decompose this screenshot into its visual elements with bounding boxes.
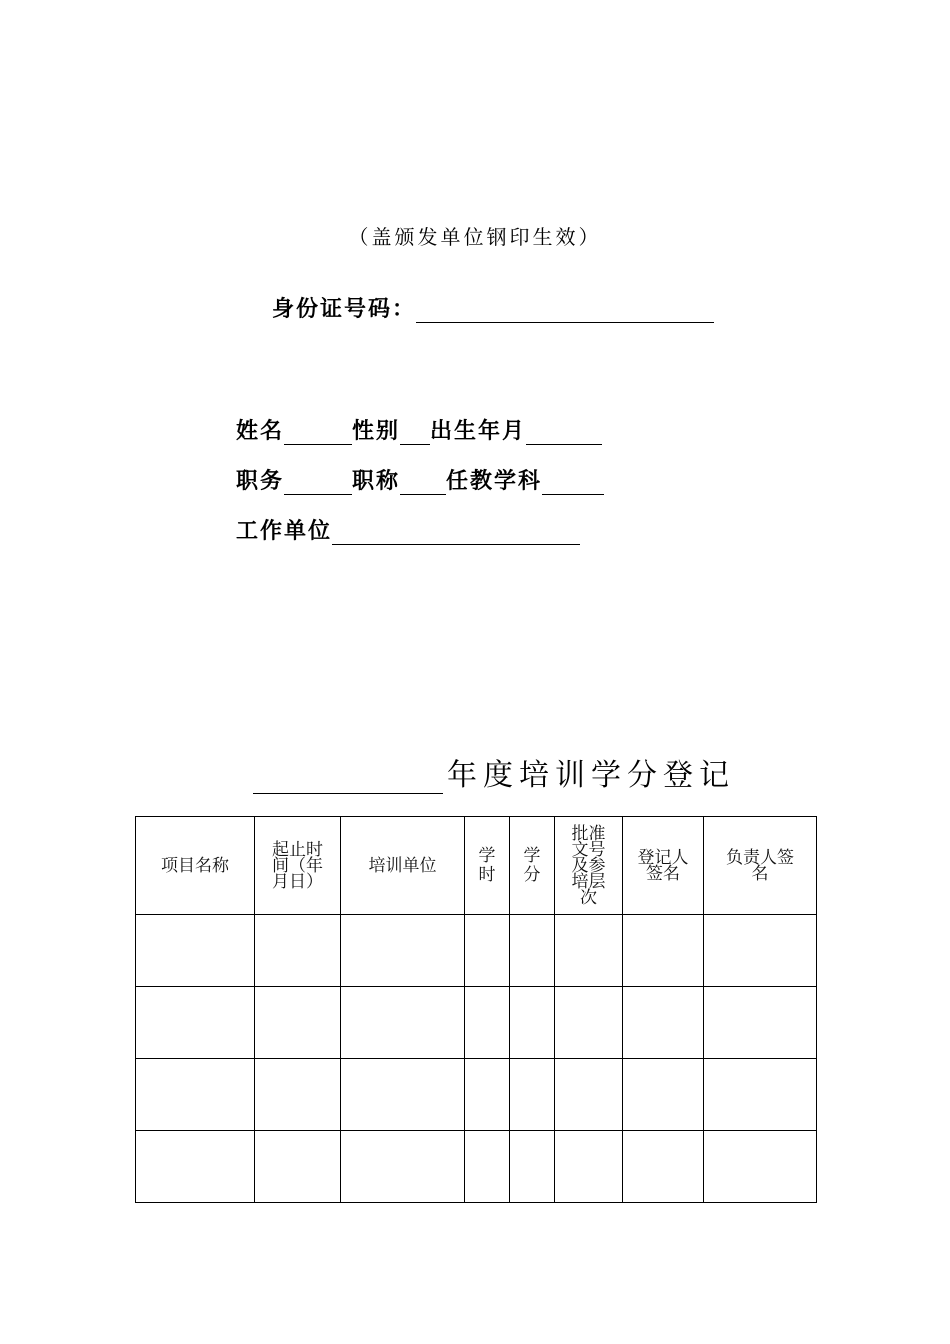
position-field[interactable] xyxy=(284,468,352,495)
birth-label: 出生年月 xyxy=(430,418,527,444)
cell-supervisor[interactable] xyxy=(704,915,817,987)
cell-supervisor[interactable] xyxy=(704,1131,817,1203)
cell-supervisor[interactable] xyxy=(704,987,817,1059)
col-period: 起止时间（年月日） xyxy=(255,817,341,915)
cell-registrar[interactable] xyxy=(623,1131,704,1203)
position-label: 职务 xyxy=(236,468,285,494)
col-registrar: 登记人签名 xyxy=(623,817,704,915)
id-number-field[interactable] xyxy=(416,296,714,323)
cell-credits[interactable] xyxy=(510,987,555,1059)
cell-approval[interactable] xyxy=(555,915,623,987)
cell-project-name[interactable] xyxy=(136,1131,255,1203)
cell-project-name[interactable] xyxy=(136,1059,255,1131)
register-title xyxy=(253,750,735,794)
credit-register-table xyxy=(135,816,817,1203)
col-approval: 批准文号及参培层次 xyxy=(555,817,623,915)
name-field[interactable] xyxy=(284,418,352,445)
id-number-line xyxy=(272,292,714,323)
cell-project-name[interactable] xyxy=(136,915,255,987)
subject-field[interactable] xyxy=(542,468,604,495)
cell-credits[interactable] xyxy=(510,1059,555,1131)
info-row-position xyxy=(236,464,604,495)
info-row-name xyxy=(236,414,602,445)
workplace-field[interactable] xyxy=(332,518,580,545)
table-row xyxy=(136,987,817,1059)
cell-registrar[interactable] xyxy=(623,1059,704,1131)
title-label: 职称 xyxy=(352,468,401,494)
cell-hours[interactable] xyxy=(465,915,510,987)
cell-registrar[interactable] xyxy=(623,987,704,1059)
cell-credits[interactable] xyxy=(510,915,555,987)
cell-approval[interactable] xyxy=(555,987,623,1059)
cell-project-name[interactable] xyxy=(136,987,255,1059)
table-row xyxy=(136,915,817,987)
table-row xyxy=(136,1131,817,1203)
cell-registrar[interactable] xyxy=(623,915,704,987)
register-year-field[interactable] xyxy=(253,759,443,794)
col-project-name: 项目名称 xyxy=(136,817,255,915)
table-row xyxy=(136,1059,817,1131)
workplace-label: 工作单位 xyxy=(236,518,333,544)
cell-training-unit[interactable] xyxy=(341,1131,465,1203)
title-field[interactable] xyxy=(400,468,446,495)
gender-field[interactable] xyxy=(400,418,430,445)
birth-field[interactable] xyxy=(526,418,602,445)
cell-hours[interactable] xyxy=(465,987,510,1059)
name-label: 姓名 xyxy=(236,418,285,444)
gender-label: 性别 xyxy=(352,418,401,444)
subject-label: 任教学科 xyxy=(446,468,543,494)
cell-period[interactable] xyxy=(255,1131,341,1203)
info-row-workplace xyxy=(236,514,580,545)
cell-period[interactable] xyxy=(255,915,341,987)
cell-approval[interactable] xyxy=(555,1059,623,1131)
cell-period[interactable] xyxy=(255,987,341,1059)
table-header-row xyxy=(136,817,817,915)
cell-training-unit[interactable] xyxy=(341,1059,465,1131)
cell-approval[interactable] xyxy=(555,1131,623,1203)
col-supervisor: 负责人签名 xyxy=(704,817,817,915)
col-training-unit: 培训单位 xyxy=(341,817,465,915)
cell-period[interactable] xyxy=(255,1059,341,1131)
register-title-text: 年度培训学分登记 xyxy=(447,758,735,793)
cell-supervisor[interactable] xyxy=(704,1059,817,1131)
cell-hours[interactable] xyxy=(465,1131,510,1203)
seal-note: （盖颁发单位钢印生效） xyxy=(348,225,602,249)
id-number-label: 身份证号码： xyxy=(272,296,417,322)
col-credits: 学分 xyxy=(510,817,555,915)
cell-training-unit[interactable] xyxy=(341,987,465,1059)
cell-hours[interactable] xyxy=(465,1059,510,1131)
col-hours: 学时 xyxy=(465,817,510,915)
cell-credits[interactable] xyxy=(510,1131,555,1203)
cell-training-unit[interactable] xyxy=(341,915,465,987)
